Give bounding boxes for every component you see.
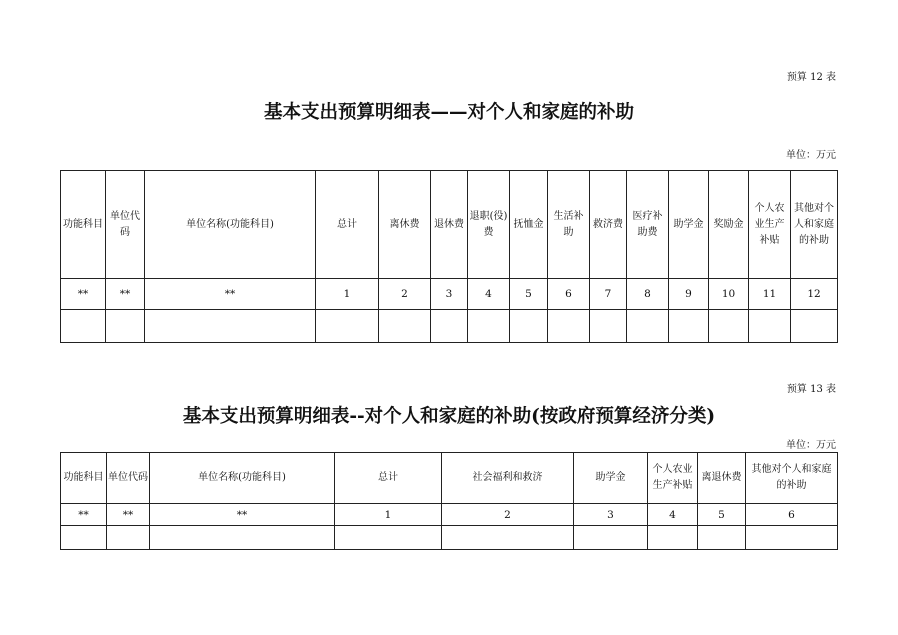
header-cell: 退休费 — [431, 171, 468, 279]
empty-cell — [61, 526, 107, 550]
page-title: 基本支出预算明细表——对个人和家庭的补助 — [263, 102, 634, 123]
empty-cell — [316, 310, 379, 343]
empty-cell — [145, 310, 316, 343]
header-cell: 总计 — [316, 171, 379, 279]
table-cell: 12 — [791, 279, 838, 310]
header-cell: 离休费 — [379, 171, 431, 279]
header-cell: 总计 — [335, 453, 442, 504]
table-cell: 7 — [590, 279, 627, 310]
empty-cell — [510, 310, 548, 343]
table-cell: 3 — [574, 504, 648, 526]
table-cell: 2 — [379, 279, 431, 310]
unit-label: 单位：万元 — [786, 150, 836, 161]
unit-label: 单位：万元 — [786, 440, 836, 451]
table-cell: 5 — [698, 504, 746, 526]
empty-cell — [107, 526, 150, 550]
table-cell: ** — [61, 279, 106, 310]
empty-cell — [749, 310, 791, 343]
header-cell: 助学金 — [669, 171, 709, 279]
header-cell: 单位代码 — [107, 453, 150, 504]
header-cell: 离退休费 — [698, 453, 746, 504]
header-cell: 个人农业生产补贴 — [648, 453, 698, 504]
table-cell: 4 — [468, 279, 510, 310]
header-cell: 单位名称(功能科目) — [150, 453, 335, 504]
table-cell: 10 — [709, 279, 749, 310]
table-cell: 9 — [669, 279, 709, 310]
header-cell: 医疗补助费 — [627, 171, 669, 279]
table-cell: 1 — [316, 279, 379, 310]
empty-cell — [627, 310, 669, 343]
budget-table-12 — [60, 170, 838, 343]
table-number: 预算 12 表 — [786, 72, 836, 83]
table-cell: 4 — [648, 504, 698, 526]
table-cell: ** — [150, 504, 335, 526]
header-cell: 其他对个人和家庭的补助 — [746, 453, 838, 504]
header-cell: 其他对个人和家庭的补助 — [791, 171, 838, 279]
table-cell: 1 — [335, 504, 442, 526]
empty-cell — [709, 310, 749, 343]
table-cell: 8 — [627, 279, 669, 310]
table-cell: 6 — [548, 279, 590, 310]
header-cell: 单位代码 — [106, 171, 145, 279]
table-cell: ** — [107, 504, 150, 526]
page-title: 基本支出预算明细表--对个人和家庭的补助(按政府预算经济分类) — [182, 406, 716, 427]
table-cell: 3 — [431, 279, 468, 310]
empty-cell — [746, 526, 838, 550]
empty-cell — [335, 526, 442, 550]
header-cell: 退职(役)费 — [468, 171, 510, 279]
header-cell: 功能科目 — [61, 453, 107, 504]
table-cell: 2 — [442, 504, 574, 526]
header-cell: 生活补助 — [548, 171, 590, 279]
budget-table-13 — [60, 452, 838, 550]
empty-cell — [698, 526, 746, 550]
empty-cell — [669, 310, 709, 343]
header-cell: 单位名称(功能科目) — [145, 171, 316, 279]
table-number: 预算 13 表 — [786, 384, 836, 395]
empty-cell — [468, 310, 510, 343]
header-cell: 功能科目 — [61, 171, 106, 279]
table-cell: ** — [145, 279, 316, 310]
table-cell: ** — [106, 279, 145, 310]
table-cell: 5 — [510, 279, 548, 310]
table-cell: 6 — [746, 504, 838, 526]
empty-cell — [442, 526, 574, 550]
empty-cell — [379, 310, 431, 343]
header-cell: 抚恤金 — [510, 171, 548, 279]
header-cell: 个人农业生产补贴 — [749, 171, 791, 279]
table-cell: ** — [61, 504, 107, 526]
empty-cell — [150, 526, 335, 550]
header-cell: 助学金 — [574, 453, 648, 504]
empty-cell — [574, 526, 648, 550]
table-cell: 11 — [749, 279, 791, 310]
empty-cell — [106, 310, 145, 343]
empty-cell — [431, 310, 468, 343]
empty-cell — [590, 310, 627, 343]
header-cell: 救济费 — [590, 171, 627, 279]
empty-cell — [548, 310, 590, 343]
header-cell: 社会福利和救济 — [442, 453, 574, 504]
empty-cell — [791, 310, 838, 343]
header-cell: 奖励金 — [709, 171, 749, 279]
empty-cell — [648, 526, 698, 550]
empty-cell — [61, 310, 106, 343]
